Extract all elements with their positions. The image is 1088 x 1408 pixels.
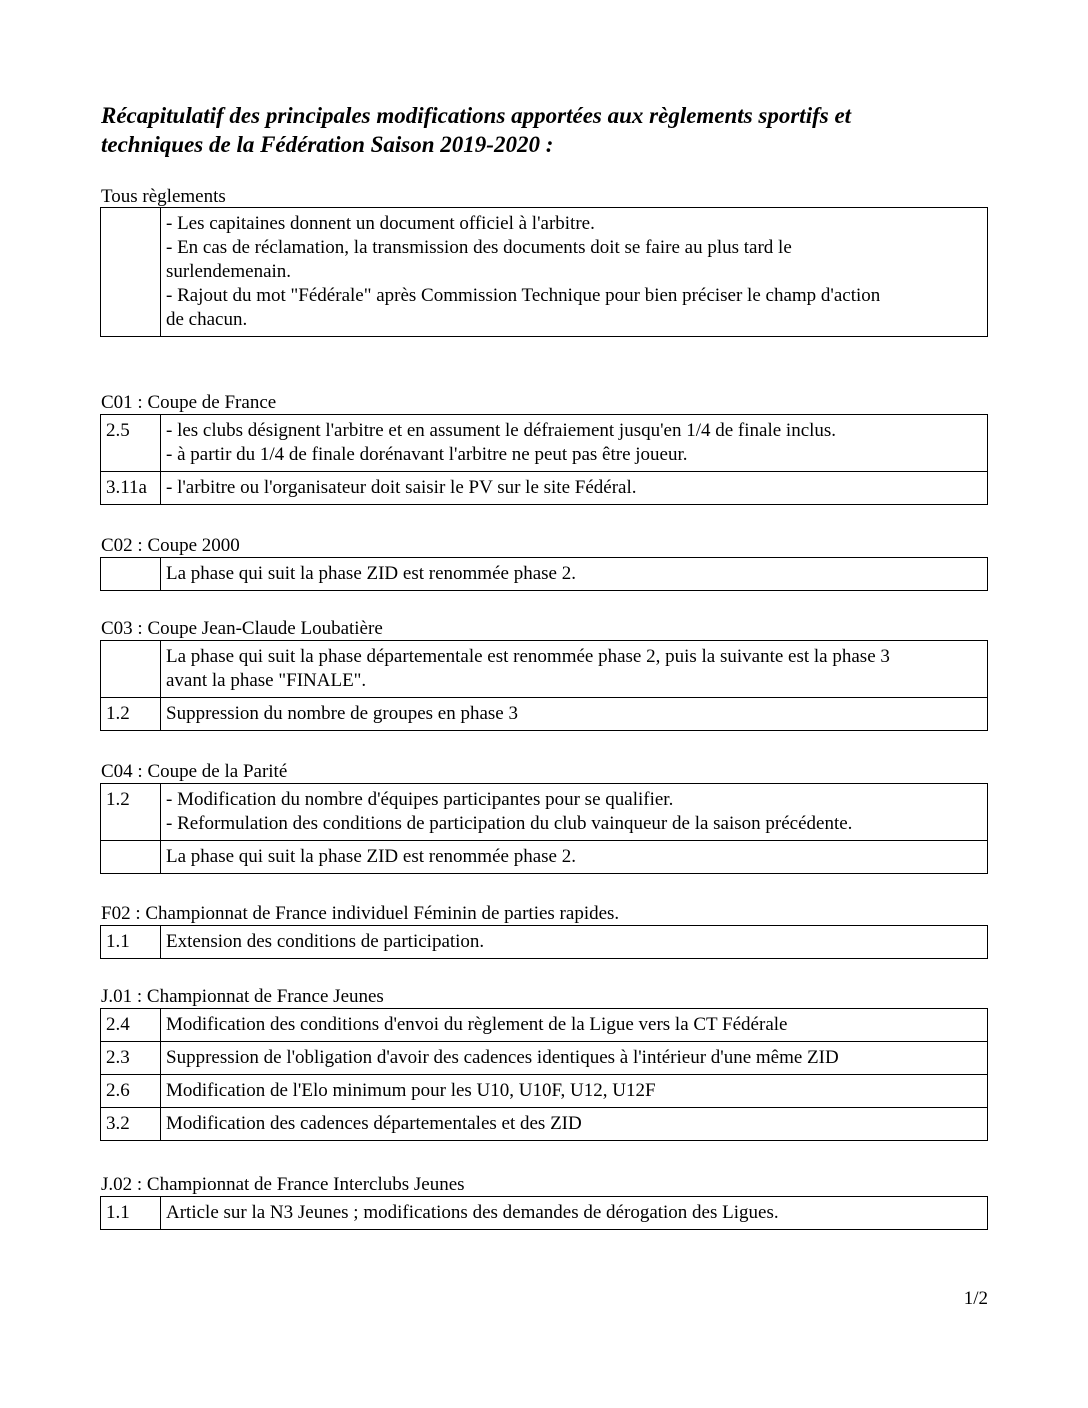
text-line: Modification des conditions d'envoi du règlement de la Ligue vers la CT Fédérale [166, 1014, 788, 1035]
table-row [101, 1075, 988, 1108]
article-number [101, 208, 161, 337]
text-line: - En cas de réclamation, la transmission des documents doit se faire au plus tard le [166, 237, 792, 258]
table-row [101, 698, 988, 731]
modification-text [161, 641, 988, 698]
article-number: 2.5 [101, 415, 161, 472]
article-number: 1.1 [101, 926, 161, 959]
modification-text [161, 1009, 988, 1042]
section-label-j02: J.02 : Championnat de France Interclubs Jeunes [101, 1174, 465, 1195]
text-line: Modification des cadences départementales et des ZID [166, 1113, 582, 1134]
page-number: 1/2 [963, 1288, 988, 1309]
modification-text [161, 208, 988, 337]
article-number [101, 841, 161, 874]
document-title-line-2: techniques de la Fédération Saison 2019-2020 : [101, 132, 554, 157]
modification-text [161, 1108, 988, 1141]
table-row [101, 558, 988, 591]
table-row [101, 784, 988, 841]
section-label-c01: C01 : Coupe de France [101, 392, 277, 413]
text-line: Suppression du nombre de groupes en phase 3 [166, 703, 518, 724]
article-number [101, 641, 161, 698]
section-table-j02 [100, 1196, 988, 1230]
section-table-tous-reglements [100, 207, 988, 337]
table-row [101, 1197, 988, 1230]
modification-text [161, 841, 988, 874]
text-line: - les clubs désignent l'arbitre et en assument le défraiement jusqu'en 1/4 de finale inclus. [166, 420, 837, 441]
document-title [101, 101, 1001, 159]
article-number: 3.11a [101, 472, 161, 505]
modification-text [161, 1197, 988, 1230]
modification-text [161, 698, 988, 731]
article-number: 2.6 [101, 1075, 161, 1108]
text-line: La phase qui suit la phase ZID est renommée phase 2. [166, 846, 576, 867]
modification-text [161, 784, 988, 841]
table-row [101, 472, 988, 505]
table-row [101, 641, 988, 698]
table-row [101, 415, 988, 472]
article-number: 2.3 [101, 1042, 161, 1075]
text-line: surlendemenain. [166, 261, 292, 282]
modification-text [161, 415, 988, 472]
section-table-c01 [100, 414, 988, 505]
section-label-c03: C03 : Coupe Jean-Claude Loubatière [101, 618, 383, 639]
modification-text [161, 1042, 988, 1075]
section-label-j01: J.01 : Championnat de France Jeunes [101, 986, 384, 1007]
article-number [101, 558, 161, 591]
text-line: - Les capitaines donnent un document officiel à l'arbitre. [166, 213, 595, 234]
text-line: de chacun. [166, 309, 248, 330]
text-line: - à partir du 1/4 de finale dorénavant l'arbitre ne peut pas être joueur. [166, 444, 688, 465]
text-line: La phase qui suit la phase départementale est renommée phase 2, puis la suivante est la phase 3 [166, 646, 890, 667]
text-line: Extension des conditions de participation. [166, 931, 485, 952]
table-row [101, 208, 988, 337]
text-line: - l'arbitre ou l'organisateur doit saisir le PV sur le site Fédéral. [166, 477, 637, 498]
article-number: 2.4 [101, 1009, 161, 1042]
section-label-c02: C02 : Coupe 2000 [101, 535, 240, 556]
modification-text [161, 558, 988, 591]
table-row [101, 841, 988, 874]
text-line: - Reformulation des conditions de participation du club vainqueur de la saison précédente. [166, 813, 853, 834]
text-line: avant la phase "FINALE". [166, 670, 367, 691]
modification-text [161, 1075, 988, 1108]
article-number: 1.2 [101, 698, 161, 731]
section-label-f02: F02 : Championnat de France individuel Féminin de parties rapides. [101, 903, 620, 924]
text-line: Suppression de l'obligation d'avoir des cadences identiques à l'intérieur d'une même ZID [166, 1047, 839, 1068]
section-table-f02 [100, 925, 988, 959]
article-number: 1.2 [101, 784, 161, 841]
text-line: - Modification du nombre d'équipes participantes pour se qualifier. [166, 789, 674, 810]
text-line: - Rajout du mot "Fédérale" après Commission Technique pour bien préciser le champ d'action [166, 285, 881, 306]
text-line: La phase qui suit la phase ZID est renommée phase 2. [166, 563, 576, 584]
modification-text [161, 926, 988, 959]
table-row [101, 926, 988, 959]
text-line: Modification de l'Elo minimum pour les U10, U10F, U12, U12F [166, 1080, 656, 1101]
section-label-c04: C04 : Coupe de la Parité [101, 761, 288, 782]
modification-text [161, 472, 988, 505]
article-number: 3.2 [101, 1108, 161, 1141]
section-table-j01 [100, 1008, 988, 1141]
section-table-c03 [100, 640, 988, 731]
text-line: Article sur la N3 Jeunes ; modifications des demandes de dérogation des Ligues. [166, 1202, 779, 1223]
document-title-line-1: Récapitulatif des principales modifications apportées aux règlements sportifs et [101, 103, 852, 128]
section-label-tous-reglements: Tous règlements [101, 186, 226, 207]
table-row [101, 1009, 988, 1042]
section-table-c04 [100, 783, 988, 874]
table-row [101, 1042, 988, 1075]
table-row [101, 1108, 988, 1141]
article-number: 1.1 [101, 1197, 161, 1230]
section-table-c02 [100, 557, 988, 591]
